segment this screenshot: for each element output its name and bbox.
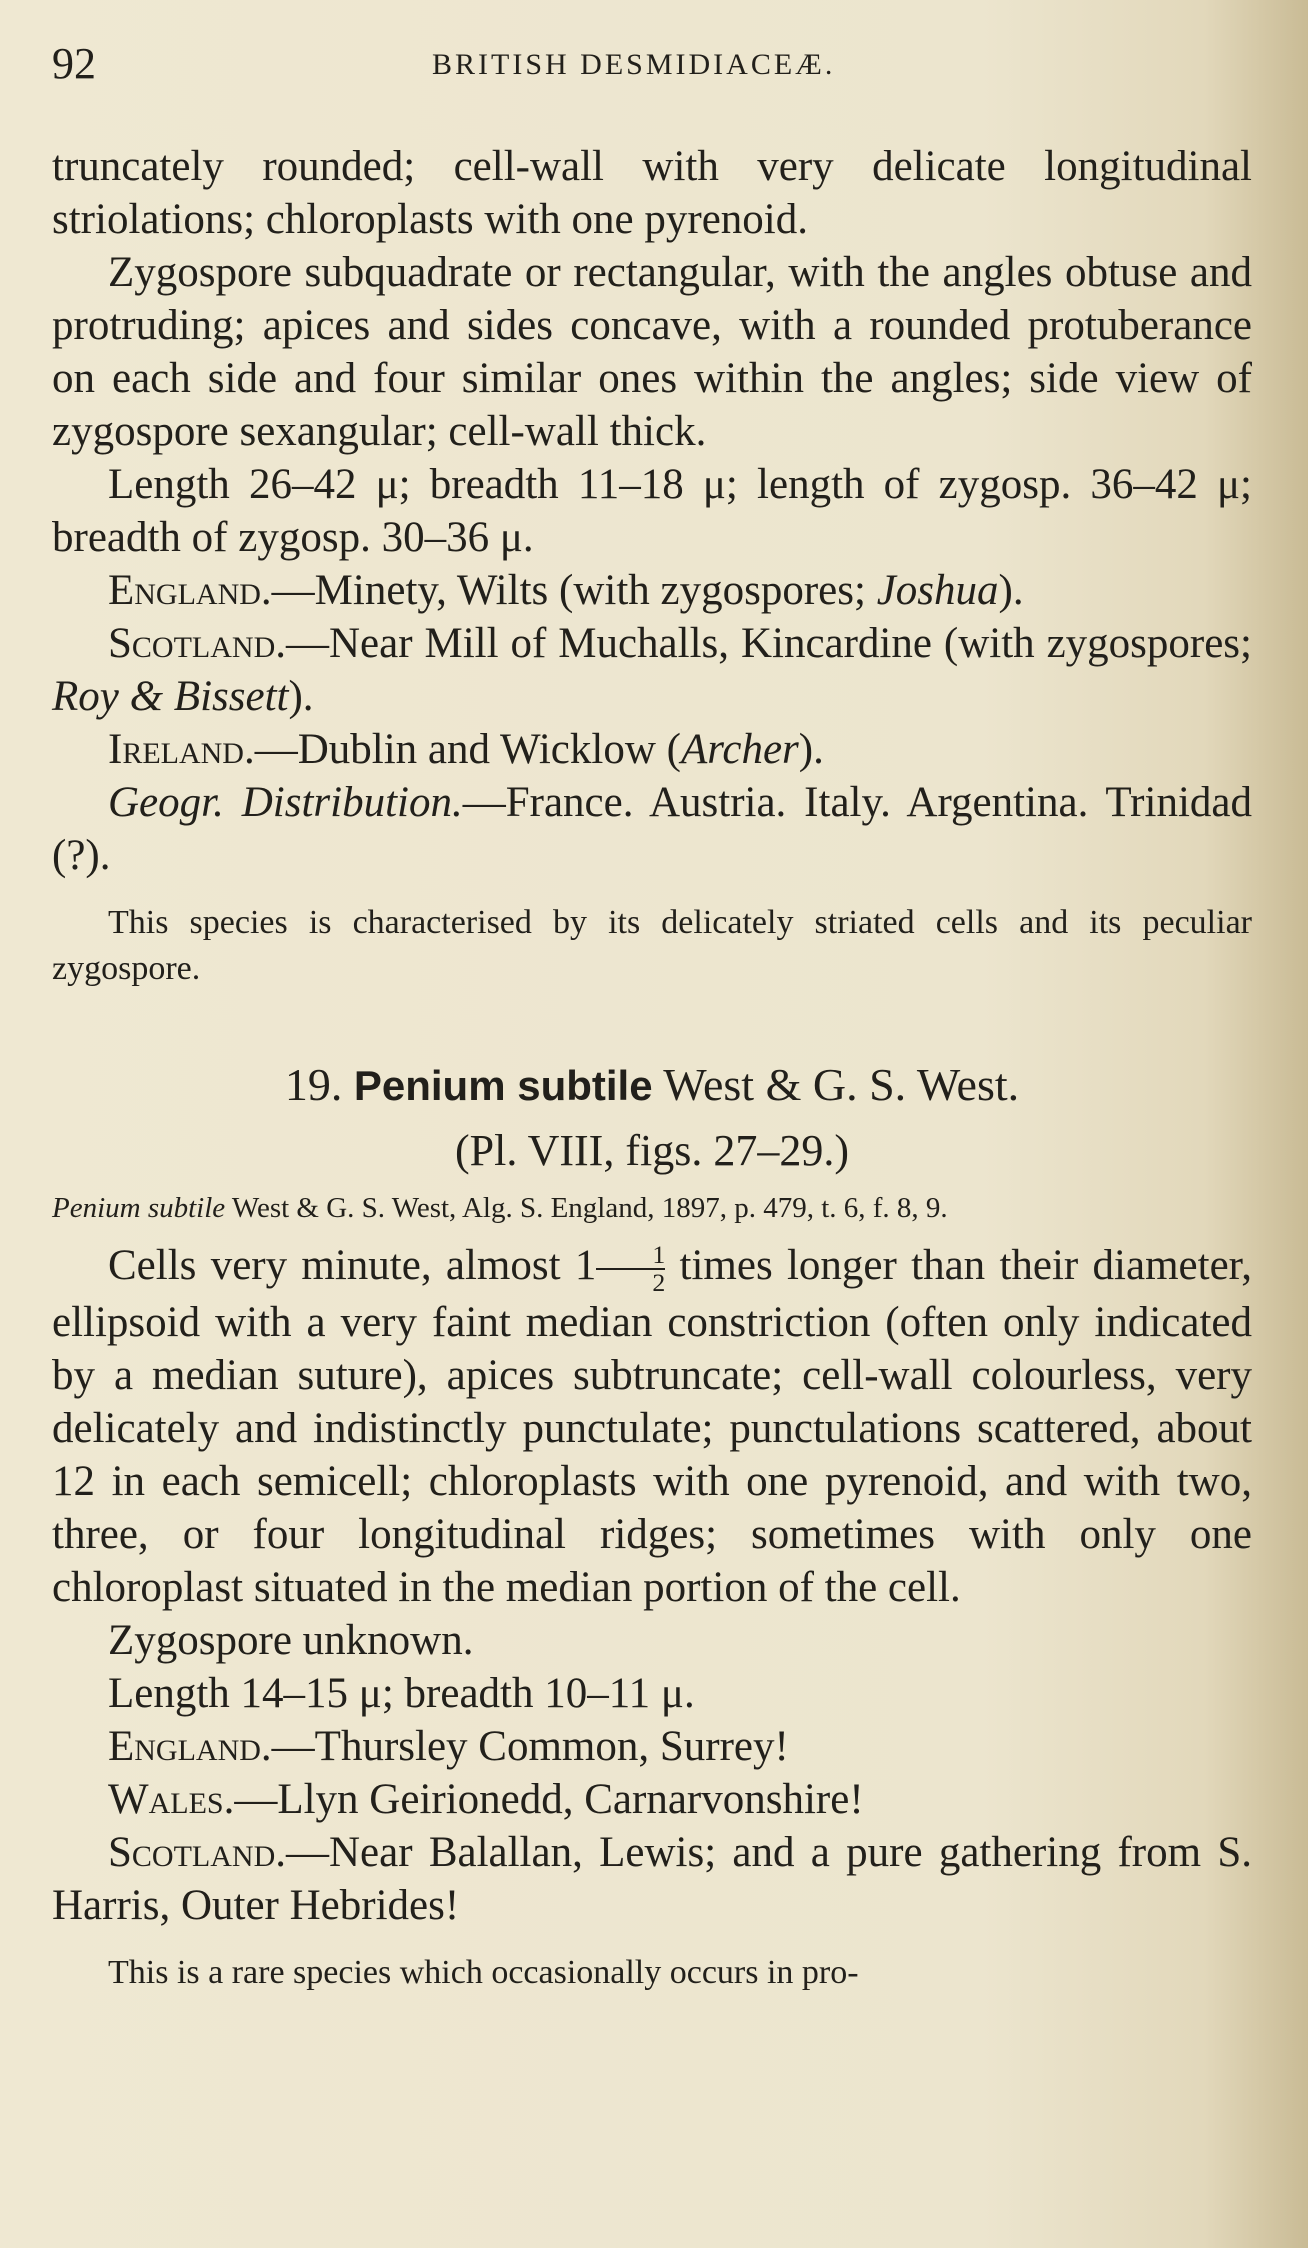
prev-description-continued: truncately rounded; cell-wall with very delicate longitudinal striolations; chloroplasts with one pyrenoid. [52, 143, 1252, 243]
page-number: 92 [52, 39, 96, 88]
distribution-label: Geogr. Distribution. [108, 779, 463, 826]
prev-species-note: This species is characterised by its delicately striated cells and its peculiar zygospore. [52, 904, 1252, 987]
locality-england [52, 1720, 1252, 1773]
region-label: England. [108, 1722, 272, 1770]
locality-text: —Near Balallan, Lewis; and a pure gathering from S. Harris, Outer Hebrides! [52, 1828, 1252, 1929]
locality-end: ). [798, 726, 824, 773]
prev-locality-england [52, 564, 1252, 617]
synonym-reference: West & G. S. West, Alg. S. England, 1897, p. 479, t. 6, f. 8, 9. [231, 1192, 948, 1224]
collector-name: Archer [680, 726, 799, 773]
species-zygospore: Zygospore unknown. [108, 1616, 474, 1664]
species-dimensions: Length 14–15 μ; breadth 10–11 μ. [108, 1669, 695, 1717]
locality-text: —Llyn Geirionedd, Carnarvonshire! [234, 1775, 864, 1823]
prev-zygospore-paragraph: Zygospore subquadrate or rectangular, with the angles obtuse and protruding; apices and sides concave, with a rounded protuberance on each side and four similar ones within the angles; side view of zygospore sexangular; cell-wall thick. [52, 249, 1252, 455]
locality-wales [52, 1773, 1252, 1826]
plate-reference: (Pl. VIII, figs. 27–29.) [455, 1126, 849, 1175]
region-label: Scotland. [108, 1828, 286, 1876]
fraction-numerator: 1 [596, 1242, 665, 1270]
description-start: Cells very minute, almost 1 [108, 1242, 597, 1289]
running-title: BRITISH DESMIDIACEÆ. [432, 48, 836, 81]
species-note: This is a rare species which occasionally occurs in pro- [108, 1953, 859, 1991]
distribution-text: —France. Austria. Italy. Argentina. Trinidad (?). [52, 779, 1252, 879]
synonym-name: Penium subtile [52, 1192, 226, 1224]
fraction-denominator: 2 [652, 1268, 666, 1298]
region-label: England. [108, 567, 272, 614]
collector-name: Roy & Bissett [52, 673, 289, 720]
locality-text: —Thursley Common, Surrey! [271, 1722, 789, 1770]
locality-scotland [52, 1826, 1252, 1932]
page-body [52, 140, 1252, 1996]
species-number: 19. [284, 1059, 343, 1110]
prev-dimensions: Length 26–42 μ; breadth 11–18 μ; length of zygosp. 36–42 μ; breadth of zygosp. 30–36 μ. [52, 461, 1252, 561]
fraction-half [596, 1242, 665, 1296]
collector-name: Joshua [876, 567, 999, 614]
synonymy [52, 1189, 1252, 1227]
species-name: Penium subtile [353, 1062, 653, 1109]
prev-locality-scotland [52, 617, 1252, 723]
locality-text: —Near Mill of Muchalls, Kincardine (with zygospores; [286, 620, 1252, 667]
locality-text: —Minety, Wilts (with zygospores; [271, 567, 877, 614]
species-description [52, 1239, 1252, 1614]
prev-geographic-distribution [52, 776, 1252, 882]
prev-locality-ireland [52, 723, 1252, 776]
locality-end: ). [288, 673, 314, 720]
locality-end: ). [998, 567, 1024, 614]
region-label: Scotland. [108, 620, 286, 667]
page-header [52, 38, 1248, 98]
region-label: Ireland. [108, 726, 255, 773]
locality-text: —Dublin and Wicklow ( [254, 726, 681, 773]
description-rest: times longer than their diameter, ellipsoid with a very faint median constriction (often only indicated by a median suture), apices subtruncate; cell-wall colourless, very delicately and indistinctly punctulate; punctulations scattered, about 12 in each semicell; chloroplasts with one pyrenoid, and with two, three, or four longitudinal ridges; sometimes with only one chloroplast situated in the median portion of the cell. [52, 1242, 1252, 1611]
species-heading [52, 1052, 1252, 1119]
species-authority: West & G. S. West. [663, 1059, 1020, 1110]
region-label: Wales. [108, 1775, 235, 1823]
